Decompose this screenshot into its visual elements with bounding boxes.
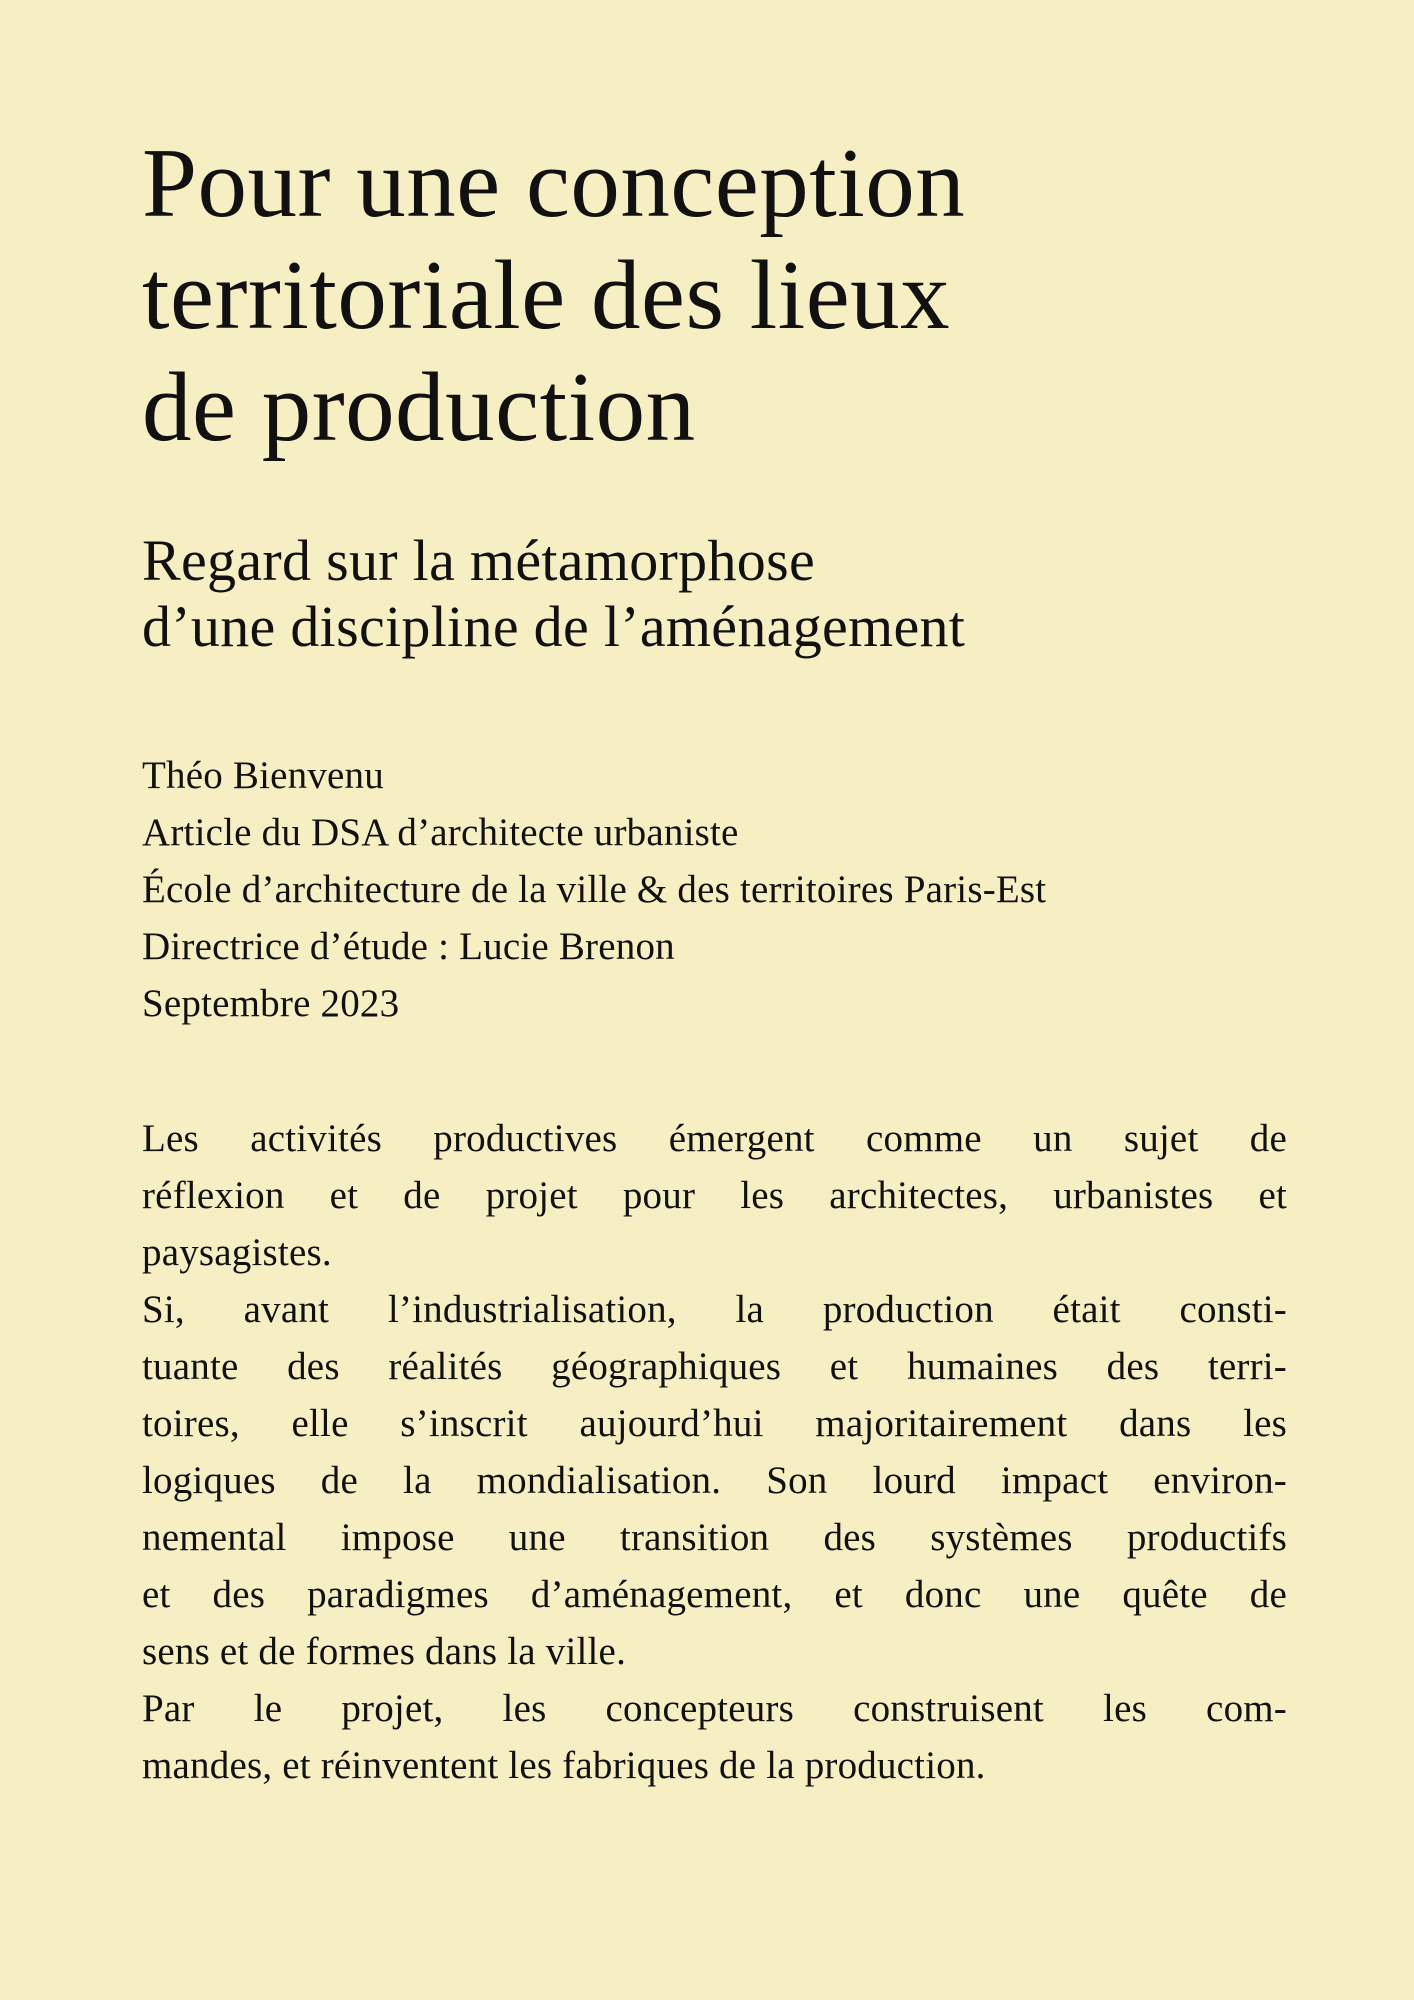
school-name: École d’architecture de la ville & des territoires Paris-Est (142, 868, 1047, 911)
article-metadata (142, 747, 1287, 1032)
page-subtitle (142, 528, 1287, 660)
title-line-1: Pour une conception (142, 129, 966, 238)
abstract-line-6: toires, elle s’inscrit aujourd’hui majoritairement dans les (142, 1402, 1287, 1445)
abstract-line-5: tuante des réalités géographiques et humaines des terri- (142, 1345, 1287, 1388)
title-line-3: de production (142, 353, 696, 462)
abstract-line-3: paysagistes. (142, 1231, 332, 1274)
abstract-line-12: mandes, et réinventent les fabriques de la production. (142, 1744, 986, 1787)
abstract-line-1: Les activités productives émergent comme un sujet de (142, 1117, 1287, 1160)
abstract-line-11: Par le projet, les concepteurs construisent les com- (142, 1687, 1287, 1730)
abstract-text (142, 1110, 1287, 1794)
title-line-2: territoriale des lieux (142, 241, 951, 350)
abstract-line-7: logiques de la mondialisation. Son lourd impact environ- (142, 1459, 1287, 1502)
page-title (142, 128, 1287, 464)
subtitle-line-1: Regard sur la métamorphose (142, 528, 815, 593)
abstract-line-9: et des paradigmes d’aménagement, et donc une quête de (142, 1573, 1287, 1616)
abstract-line-10: sens et de formes dans la ville. (142, 1630, 627, 1673)
article-type: Article du DSA d’architecte urbaniste (142, 811, 739, 854)
abstract-line-8: nemental impose une transition des systèmes productifs (142, 1516, 1287, 1559)
study-director: Directrice d’étude : Lucie Brenon (142, 925, 675, 968)
document-page (142, 128, 1287, 1794)
publication-date: Septembre 2023 (142, 982, 400, 1025)
author-name: Théo Bienvenu (142, 754, 384, 797)
subtitle-line-2: d’une discipline de l’aménagement (142, 594, 966, 659)
abstract-line-2: réflexion et de projet pour les architectes, urbanistes et (142, 1174, 1287, 1217)
abstract-line-4: Si, avant l’industrialisation, la production était consti- (142, 1288, 1287, 1331)
